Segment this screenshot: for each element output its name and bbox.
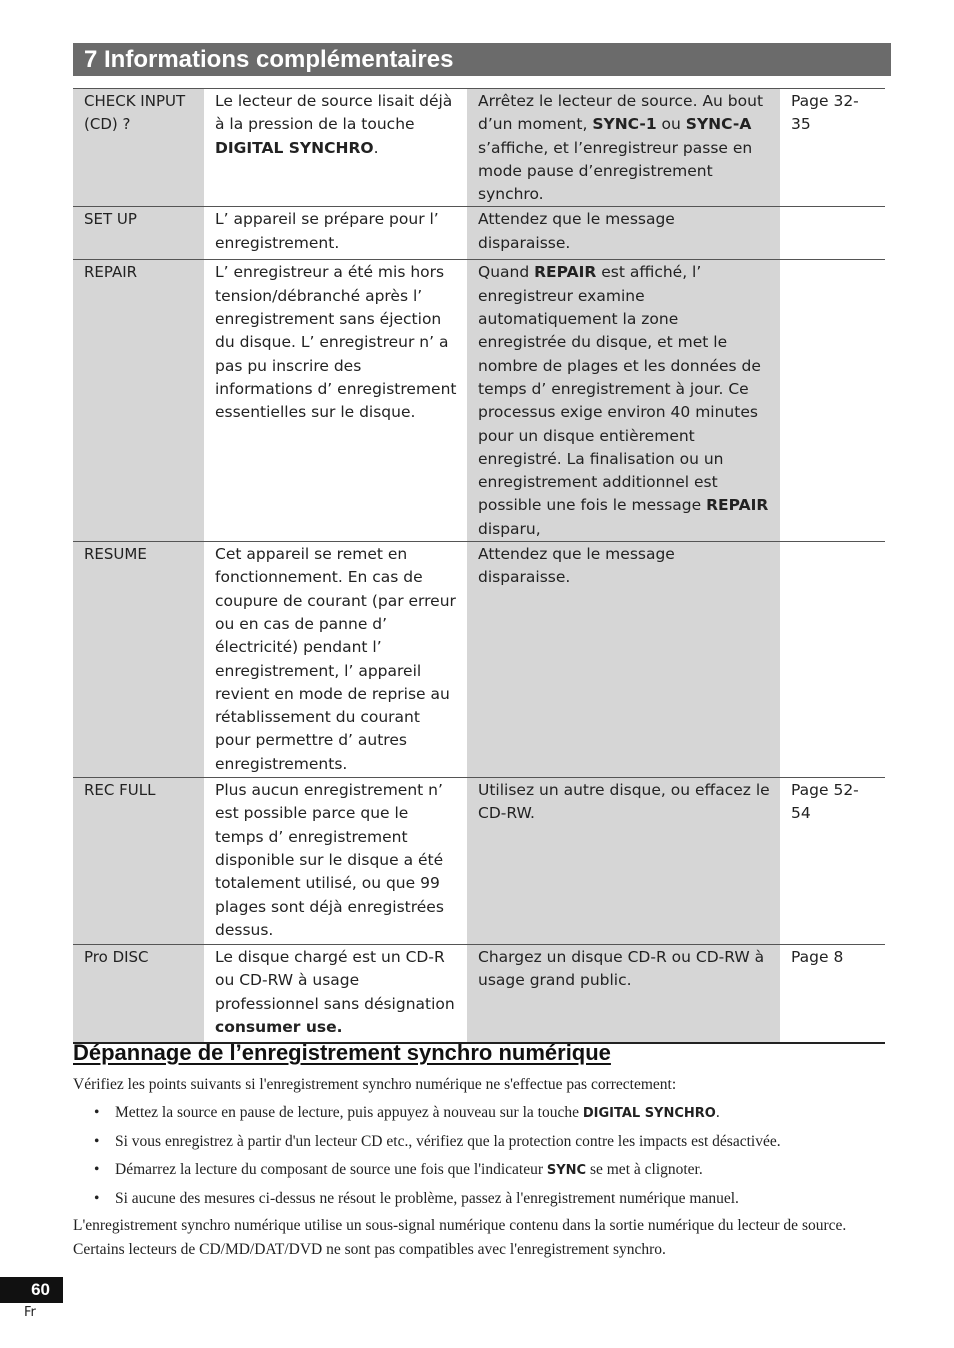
message-action: Attendez que le message disparaisse. — [467, 542, 780, 778]
bold-keyword: REPAIR — [706, 496, 769, 515]
message-code: RESUME — [73, 542, 204, 778]
bold-keyword: DIGITAL SYNCHRO — [215, 138, 374, 157]
message-code: CHECK INPUT (CD) ? — [73, 89, 204, 207]
list-item-text: Si aucune des mesures ci-dessus ne résout le problème, passez à l'enregistrement numérique manuel. — [115, 1190, 739, 1208]
bullet-icon: • — [94, 1132, 100, 1150]
bold-keyword: SYNC — [546, 1163, 587, 1179]
table-row — [73, 207, 885, 260]
bold-keyword: SYNC-1 — [592, 115, 657, 134]
bold-keyword: SYNC-A — [685, 115, 752, 134]
list-item-text: Démarrez la lecture du composant de source une fois que l'indicateur SYNC se met à clignoter. — [115, 1161, 703, 1179]
page-number: 60 — [0, 1277, 63, 1303]
bullet-icon: • — [94, 1190, 100, 1208]
message-cause: Plus aucun enregistrement n’ est possible parce que le temps d’ enregistrement disponible sur le disque a été totalement utilisé, ou que 99 plages sont déjà enregistrées dessus. — [204, 778, 467, 945]
page-reference: Page 32-35 — [780, 89, 885, 207]
bold-keyword: consumer use. — [215, 1017, 343, 1036]
message-action: Quand REPAIR est affiché, l’ enregistreur examine automatiquement la zone enregistrée du disque, et met le nombre de plages et les données de temps d’ enregistrement à jour. Ce processus exige environ 40 minutes pour un disque entièrement enregistré. La finalisation ou un enregistrement additionnel est possible une fois le message REPAIR disparu, — [467, 260, 780, 542]
message-cause: Le lecteur de source lisait déjà à la pression de la touche DIGITAL SYNCHRO. — [204, 89, 467, 207]
language-label: Fr — [24, 1305, 36, 1320]
list-item-text: Si vous enregistrez à partir d'un lecteur CD etc., vérifiez que la protection contre les impacts est désactivée. — [115, 1132, 781, 1150]
page-reference — [780, 260, 885, 542]
table-row — [73, 945, 885, 1043]
section-intro: Vérifiez les points suivants si l'enregistrement synchro numérique ne s'effectue pas correctement: — [73, 1076, 677, 1093]
list-item-text: Mettez la source en pause de lecture, puis appuyez à nouveau sur la touche DIGITAL SYNCHRO. — [115, 1104, 720, 1121]
message-cause: L’ enregistreur a été mis hors tension/débranché après l’ enregistrement sans éjection du disque. L’ enregistreur n’ a pas pu inscrire des informations d’ enregistrement essentielles sur le disque. — [204, 260, 467, 542]
page-reference — [780, 542, 885, 778]
message-action: Chargez un disque CD-R ou CD-RW à usage grand public. — [467, 945, 780, 1043]
table-row — [73, 542, 885, 778]
chapter-title: 7 Informations complémentaires — [73, 43, 891, 76]
message-cause: Cet appareil se remet en fonctionnement. En cas de coupure de courant (par erreur ou en cas de panne d’ électricité) pendant l’ enregistrement, l’ appareil revient en mode de reprise au rétablissement du courant pour permettre d’ autres enregistrements. — [204, 542, 467, 778]
bold-keyword: DIGITAL SYNCHRO — [582, 1106, 716, 1121]
list-item — [73, 1101, 885, 1130]
section-title: Dépannage de l’enregistrement synchro numérique — [73, 1040, 611, 1065]
display-messages-table — [73, 88, 885, 1044]
table-body — [73, 89, 885, 1043]
table-row — [73, 260, 885, 542]
table-row — [73, 89, 885, 207]
bold-keyword: REPAIR — [534, 263, 597, 282]
troubleshooting-list — [73, 1101, 885, 1216]
page-reference: Page 8 — [780, 945, 885, 1043]
message-code: REPAIR — [73, 260, 204, 542]
message-code: Pro DISC — [73, 945, 204, 1043]
section-note: L'enregistrement synchro numérique utilise un sous-signal numérique contenu dans la sortie numérique du lecteur de source. Certains lecteurs de CD/MD/DAT/DVD ne sont pas compatibles avec l'enregistrement synchro. — [73, 1217, 847, 1258]
message-code: REC FULL — [73, 778, 204, 945]
bullet-icon: • — [94, 1104, 100, 1121]
table-row — [73, 778, 885, 945]
page-reference: Page 52-54 — [780, 778, 885, 945]
message-action: Attendez que le message disparaisse. — [467, 207, 780, 260]
bullet-icon: • — [94, 1161, 100, 1179]
message-code: SET UP — [73, 207, 204, 260]
message-cause: L’ appareil se prépare pour l’ enregistrement. — [204, 207, 467, 260]
page-reference — [780, 207, 885, 260]
list-item — [73, 1187, 885, 1216]
message-action: Arrêtez le lecteur de source. Au bout d’un moment, SYNC-1 ou SYNC-A s’affiche, et l’enregistreur passe en mode pause d’enregistrement synchro. — [467, 89, 780, 207]
message-cause: Le disque chargé est un CD-R ou CD-RW à usage professionnel sans désignation consumer use. — [204, 945, 467, 1043]
message-action: Utilisez un autre disque, ou effacez le CD-RW. — [467, 778, 780, 945]
list-item — [73, 1130, 885, 1159]
list-item — [73, 1158, 885, 1187]
